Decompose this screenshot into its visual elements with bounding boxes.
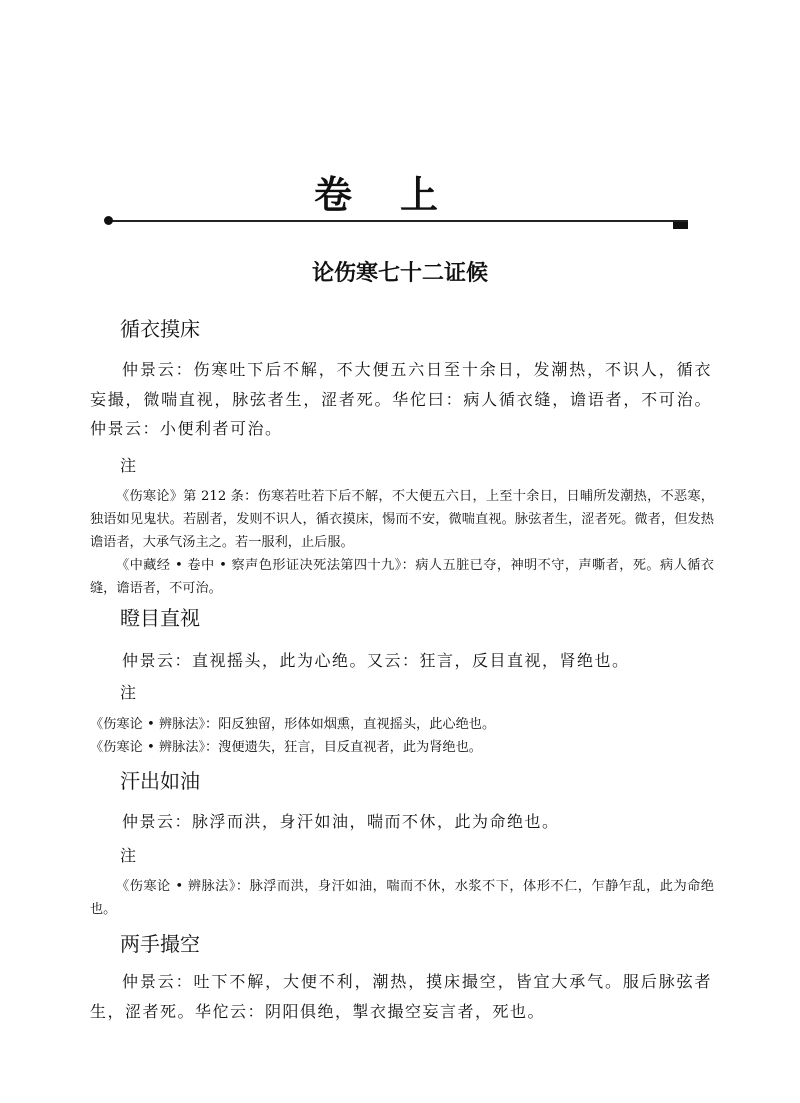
entry-text: 仲景云：脉浮而洪，身汗如油，喘而不休，此为命绝也。	[122, 812, 560, 831]
entry-text: 仲景云：直视摇头，此为心绝。又云：狂言，反目直视，肾绝也。	[122, 651, 630, 670]
chapter-title: 卷上	[313, 173, 486, 217]
entry-text: 仲景云：吐下不解，大便不利，潮热，摸床撮空，皆宜大承气。服后脉弦者生，涩者死。华佗云：阴阳俱绝，掣衣撮空妄言者，死也。	[90, 972, 712, 1021]
note-paragraph: 《伤寒论 • 辨脉法》：溲便遗失，狂言，目反直视者，此为肾绝也。	[90, 740, 482, 755]
note-block	[90, 875, 714, 921]
entry-heading: 瞪目直视	[120, 606, 200, 630]
chapter-title-rule	[108, 220, 688, 222]
rule-dot-ornament	[104, 216, 113, 225]
note-label: 注	[120, 456, 137, 475]
note-block	[90, 485, 714, 600]
note-paragraph: 《伤寒论》第 212 条：伤寒若吐若下后不解，不大便五六日，上至十余日，日晡所发潮热，不恶寒，独语如见鬼状。若剧者，发则不识人，循衣摸床，惕而不安，微喘直视。脉弦者生，涩者死。微者，但发热谵语者，大承气汤主之。若一服利，止后服。	[90, 489, 714, 550]
note-block	[90, 713, 714, 759]
section-title: 论伤寒七十二证候	[311, 260, 488, 286]
note-paragraph: 《中藏经 • 卷中 • 察声色形证决死法第四十九》：病人五脏已夺，神明不守，声嘶者，死。病人循衣缝，谵语者，不可治。	[90, 558, 714, 596]
note-label: 注	[120, 683, 137, 702]
entry-heading: 汗出如油	[120, 769, 200, 793]
rule-block-ornament	[673, 222, 688, 229]
note-label: 注	[120, 846, 137, 865]
entry-heading: 循衣摸床	[120, 317, 200, 341]
entry-text: 仲景云：伤寒吐下后不解，不大便五六日至十余日，发潮热，不识人，循衣妄撮，微喘直视，脉弦者生，涩者死。华佗曰：病人循衣缝，谵语者，不可治。仲景云：小便利者可治。	[90, 360, 712, 438]
entry-heading: 两手撮空	[120, 932, 200, 956]
note-paragraph: 《伤寒论 • 辨脉法》：脉浮而洪，身汗如油，喘而不休，水浆不下，体形不仁，乍静乍乱，此为命绝也。	[90, 879, 714, 917]
note-paragraph: 《伤寒论 • 辨脉法》：阳反独留，形体如烟熏，直视摇头，此心绝也。	[90, 717, 496, 732]
